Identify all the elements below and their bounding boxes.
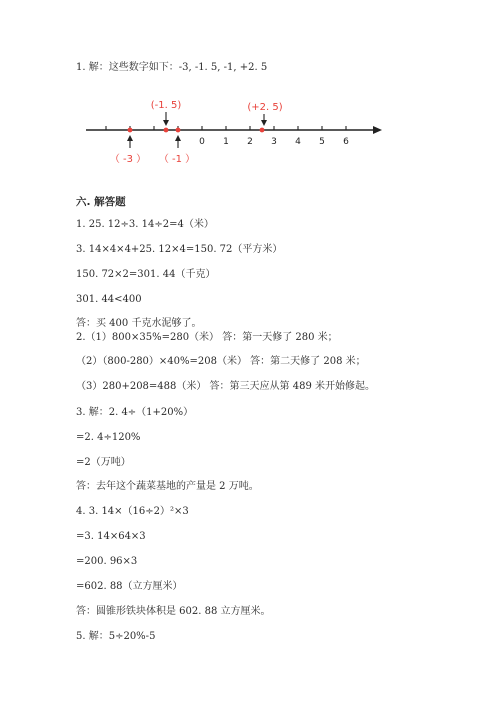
answer-line: 答：去年这个蔬菜基地的产量是 2 万吨。 [76, 481, 259, 492]
tick-label-4: 4 [295, 137, 301, 147]
tick-label-6: 6 [343, 137, 349, 147]
answer-line: 150. 72×2=301. 44（千克） [76, 269, 216, 280]
label-plus-2-5: (+2. 5) [247, 102, 283, 113]
answer-line: 2.（1）800×35%=280（米） 答：第一天修了 280 米； [76, 332, 338, 343]
answer-line: 4. 3. 14×（16÷2）²×3 [76, 506, 189, 517]
answer-line: =3. 14×64×3 [76, 531, 146, 542]
label-minus-3: （ -3 ） [109, 154, 147, 165]
answer-line: 3. 解：2. 4÷（1+20%） [76, 407, 194, 418]
label-minus-1-5: (-1. 5) [150, 100, 182, 111]
point-minus-3 [128, 128, 133, 133]
tick-label-0: 0 [199, 137, 205, 147]
answer-line: 答：买 400 千克水泥够了。 [76, 318, 202, 329]
answer-line: =2. 4÷120% [76, 432, 141, 443]
point-minus-1 [176, 128, 181, 133]
answer-line: 1. 25. 12÷3. 14÷2=4（米） [76, 219, 214, 230]
answer-line: =602. 88（立方厘米） [76, 581, 183, 592]
answer-line: 5. 解：5÷20%-5 [76, 631, 156, 642]
tick-label-1: 1 [223, 137, 229, 147]
arrow-minus-1-5-head [163, 120, 169, 126]
point-plus-2-5 [260, 128, 265, 133]
number-line-diagram [80, 92, 390, 172]
answer-line: 301. 44<400 [76, 294, 142, 305]
point-minus-1-5 [164, 128, 169, 133]
number-line-arrowhead [373, 126, 382, 134]
tick-label-3: 3 [271, 137, 277, 147]
tick-label-5: 5 [319, 137, 325, 147]
section-6-title: 六. 解答题 [76, 196, 126, 208]
tick-label-2: 2 [247, 137, 253, 147]
answer-line: 3. 14×4×4+25. 12×4=150. 72（平方米） [76, 244, 283, 255]
answer-line: =2（万吨） [76, 457, 131, 468]
answer-line: （3）280+208=488（米） 答：第三天应从第 489 米开始修起。 [76, 381, 376, 392]
q1-answer-line: 1. 解：这些数字如下：-3, -1. 5, -1, +2. 5 [76, 62, 268, 73]
arrow-plus-2-5-head [261, 120, 267, 126]
answer-line: （2）（800-280）×40%=208（米） 答：第二天修了 208 米； [76, 356, 366, 367]
answer-line: 答：圆锥形铁块体积是 602. 88 立方厘米。 [76, 606, 271, 617]
answer-line: =200. 96×3 [76, 556, 138, 567]
label-minus-1: （ -1 ） [158, 154, 196, 165]
